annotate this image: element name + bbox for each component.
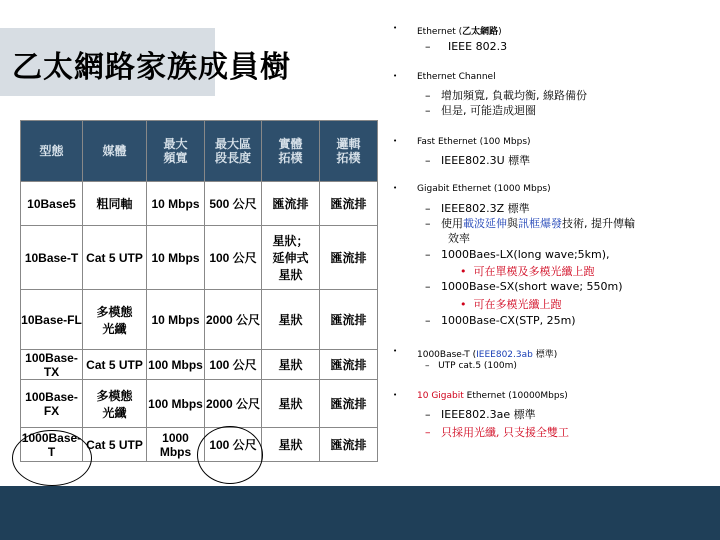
cell-type: 10Base-T xyxy=(21,226,83,290)
sub-gig-2: – 使用載波延伸與訊框爆發技術, 提升傳輸 xyxy=(425,217,635,230)
sub-10gig-1: – IEEE802.3ae 標準 xyxy=(425,408,536,421)
sub-gig-3-red: • 可在單模及多模光纖上跑 xyxy=(460,265,595,278)
10gig-rest: Ethernet (10000Mbps) xyxy=(463,391,568,401)
ethernet-channel-label: Ethernet Channel xyxy=(417,72,496,82)
cell-type: 100Base-TX xyxy=(21,350,83,380)
table-row xyxy=(21,380,378,428)
cell-type: 100Base-FX xyxy=(21,380,83,428)
sub-10gig-2: – 只採用光纖, 只支援全雙工 xyxy=(425,426,569,439)
cell-logical: 匯流排 xyxy=(320,380,378,428)
cell-segment: 2000 公尺 xyxy=(205,290,262,350)
cell-type: 1000Base-T xyxy=(21,428,83,462)
sub-fast-1: – IEEE802.3U 標準 xyxy=(425,154,531,167)
cell-logical: 匯流排 xyxy=(320,350,378,380)
highlight-ellipse-100m xyxy=(197,426,263,484)
cell-bandwidth: 10 Mbps xyxy=(147,290,205,350)
cell-media: Cat 5 UTP xyxy=(83,428,147,462)
header-type: 型態 xyxy=(21,121,83,182)
cell-segment: 100 公尺 xyxy=(205,226,262,290)
gig-tech: 技術, 提升傳輸 xyxy=(562,217,635,230)
cell-segment: 2000 公尺 xyxy=(205,380,262,428)
cell-media: 粗同軸 xyxy=(83,182,147,226)
fast-ethernet-label: Fast Ethernet (100 Mbps) xyxy=(417,137,531,147)
channel-caveat: 但是, 可能造成迴圈 xyxy=(441,104,536,117)
bullet-dot-icon: • xyxy=(393,137,398,145)
bullet-dot-icon: • xyxy=(393,24,398,32)
cell-media: 多模態 光纖 xyxy=(83,290,147,350)
table-row xyxy=(21,290,378,350)
header-media: 媒體 xyxy=(83,121,147,182)
table-row xyxy=(21,226,378,290)
cx-text: 1000Base-CX(STP, 25m) xyxy=(441,314,576,327)
highlight-ellipse-1000base-t xyxy=(12,430,92,486)
frame-bursting: 訊框爆發 xyxy=(518,217,562,230)
bullet-dot-icon: • xyxy=(393,72,398,80)
ieee8023ae-text: IEEE802.3ae 標準 xyxy=(441,408,536,421)
cell-segment: 100 公尺 xyxy=(205,350,262,380)
sub-gig-3: – 1000Baes-LX(long wave;5km), xyxy=(425,248,610,261)
gig-use: 使用 xyxy=(441,217,463,230)
gigabit-label: Gigabit Ethernet (1000 Mbps) xyxy=(417,184,551,194)
1000baset-suffix: 標準) xyxy=(532,350,558,360)
cell-logical: 匯流排 xyxy=(320,182,378,226)
cell-media: Cat 5 UTP xyxy=(83,350,147,380)
sx-note: 可在多模光纖上跑 xyxy=(473,298,562,311)
sub-1000baset: – UTP cat.5 (100m) xyxy=(425,361,517,371)
sub-gig-4-red: • 可在多模光纖上跑 xyxy=(460,298,562,311)
header-physical-topology: 實體 拓樸 xyxy=(262,121,320,182)
channel-benefits: 增加頻寬, 負載均衡, 線路備份 xyxy=(441,89,587,102)
cell-segment: 500 公尺 xyxy=(205,182,262,226)
cell-bandwidth: 1000 Mbps xyxy=(147,428,205,462)
cell-media: Cat 5 UTP xyxy=(83,226,147,290)
sub-gig-4: – 1000Base-SX(short wave; 550m) xyxy=(425,280,623,293)
cell-physical: 星狀 xyxy=(262,428,320,462)
bullet-dot-icon: • xyxy=(393,347,398,355)
gig-and: 與 xyxy=(507,217,518,230)
ethernet-suffix: ) xyxy=(498,27,502,37)
cell-physical: 星狀 xyxy=(262,290,320,350)
ieee8023-text: IEEE 802.3 xyxy=(447,40,508,53)
cell-segment: 100 公尺 xyxy=(205,428,262,462)
cell-bandwidth: 10 Mbps xyxy=(147,226,205,290)
utp-cat5-text: UTP cat.5 (100m) xyxy=(438,361,517,371)
header-max-bandwidth: 最大 頻寬 xyxy=(147,121,205,182)
cell-bandwidth: 100 Mbps xyxy=(147,380,205,428)
header-logical-topology: 邏輯 拓樸 xyxy=(320,121,378,182)
cell-physical: 星狀 xyxy=(262,380,320,428)
header-max-segment-length: 最大區 段長度 xyxy=(205,121,262,182)
sub-channel-1: – 增加頻寬, 負載均衡, 線路備份 xyxy=(425,89,587,102)
cell-logical: 匯流排 xyxy=(320,290,378,350)
sub-channel-2: – 但是, 可能造成迴圈 xyxy=(425,104,536,117)
sub-gig-1: – IEEE802.3Z 標準 xyxy=(425,202,530,215)
lx-text: 1000Baes-LX(long wave;5km), xyxy=(441,248,610,261)
cell-physical: 星狀； 延伸式 星狀 xyxy=(262,226,320,290)
cell-bandwidth: 100 Mbps xyxy=(147,350,205,380)
sx-text: 1000Base-SX(short wave; 550m) xyxy=(441,280,623,293)
cell-bandwidth: 10 Mbps xyxy=(147,182,205,226)
cell-physical: 星狀 xyxy=(262,350,320,380)
ieee8023u-text: IEEE802.3U 標準 xyxy=(441,154,531,167)
cell-type: 10Base-FL xyxy=(21,290,83,350)
cell-physical: 匯流排 xyxy=(262,182,320,226)
10gig-red: 10 Gigabit xyxy=(417,391,464,401)
cell-logical: 匯流排 xyxy=(320,428,378,462)
sub-gig-2-cont: 效率 xyxy=(448,232,470,245)
bullet-dot-icon: • xyxy=(393,391,398,399)
1000baset-label: 1000Base-T ( xyxy=(417,350,477,360)
cell-logical: 匯流排 xyxy=(320,226,378,290)
ieee8023z-text: IEEE802.3Z 標準 xyxy=(441,202,530,215)
cell-type: 10Base5 xyxy=(21,182,83,226)
cell-media: 多模態 光纖 xyxy=(83,380,147,428)
ethernet-label: Ethernet ( xyxy=(417,27,463,37)
bottom-band xyxy=(0,486,720,540)
fiber-only-note: 只採用光纖, 只支援全雙工 xyxy=(441,426,569,439)
table-row xyxy=(21,182,378,226)
table-header-row xyxy=(21,121,378,182)
ethernet-chinese: 乙太網路 xyxy=(462,27,499,37)
sub-gig-5: – 1000Base-CX(STP, 25m) xyxy=(425,314,576,327)
sub-ieee8023: – IEEE 802.3 xyxy=(425,40,508,53)
lx-note: 可在單模及多模光纖上跑 xyxy=(473,265,595,278)
ieee8023ab: IEEE802.3ab xyxy=(476,350,533,360)
ethernet-family-table xyxy=(20,120,378,462)
carrier-extension: 載波延伸 xyxy=(463,217,507,230)
bullet-dot-icon: • xyxy=(393,184,398,192)
page-title: 乙太網路家族成員樹 xyxy=(12,50,291,85)
table-row xyxy=(21,350,378,380)
